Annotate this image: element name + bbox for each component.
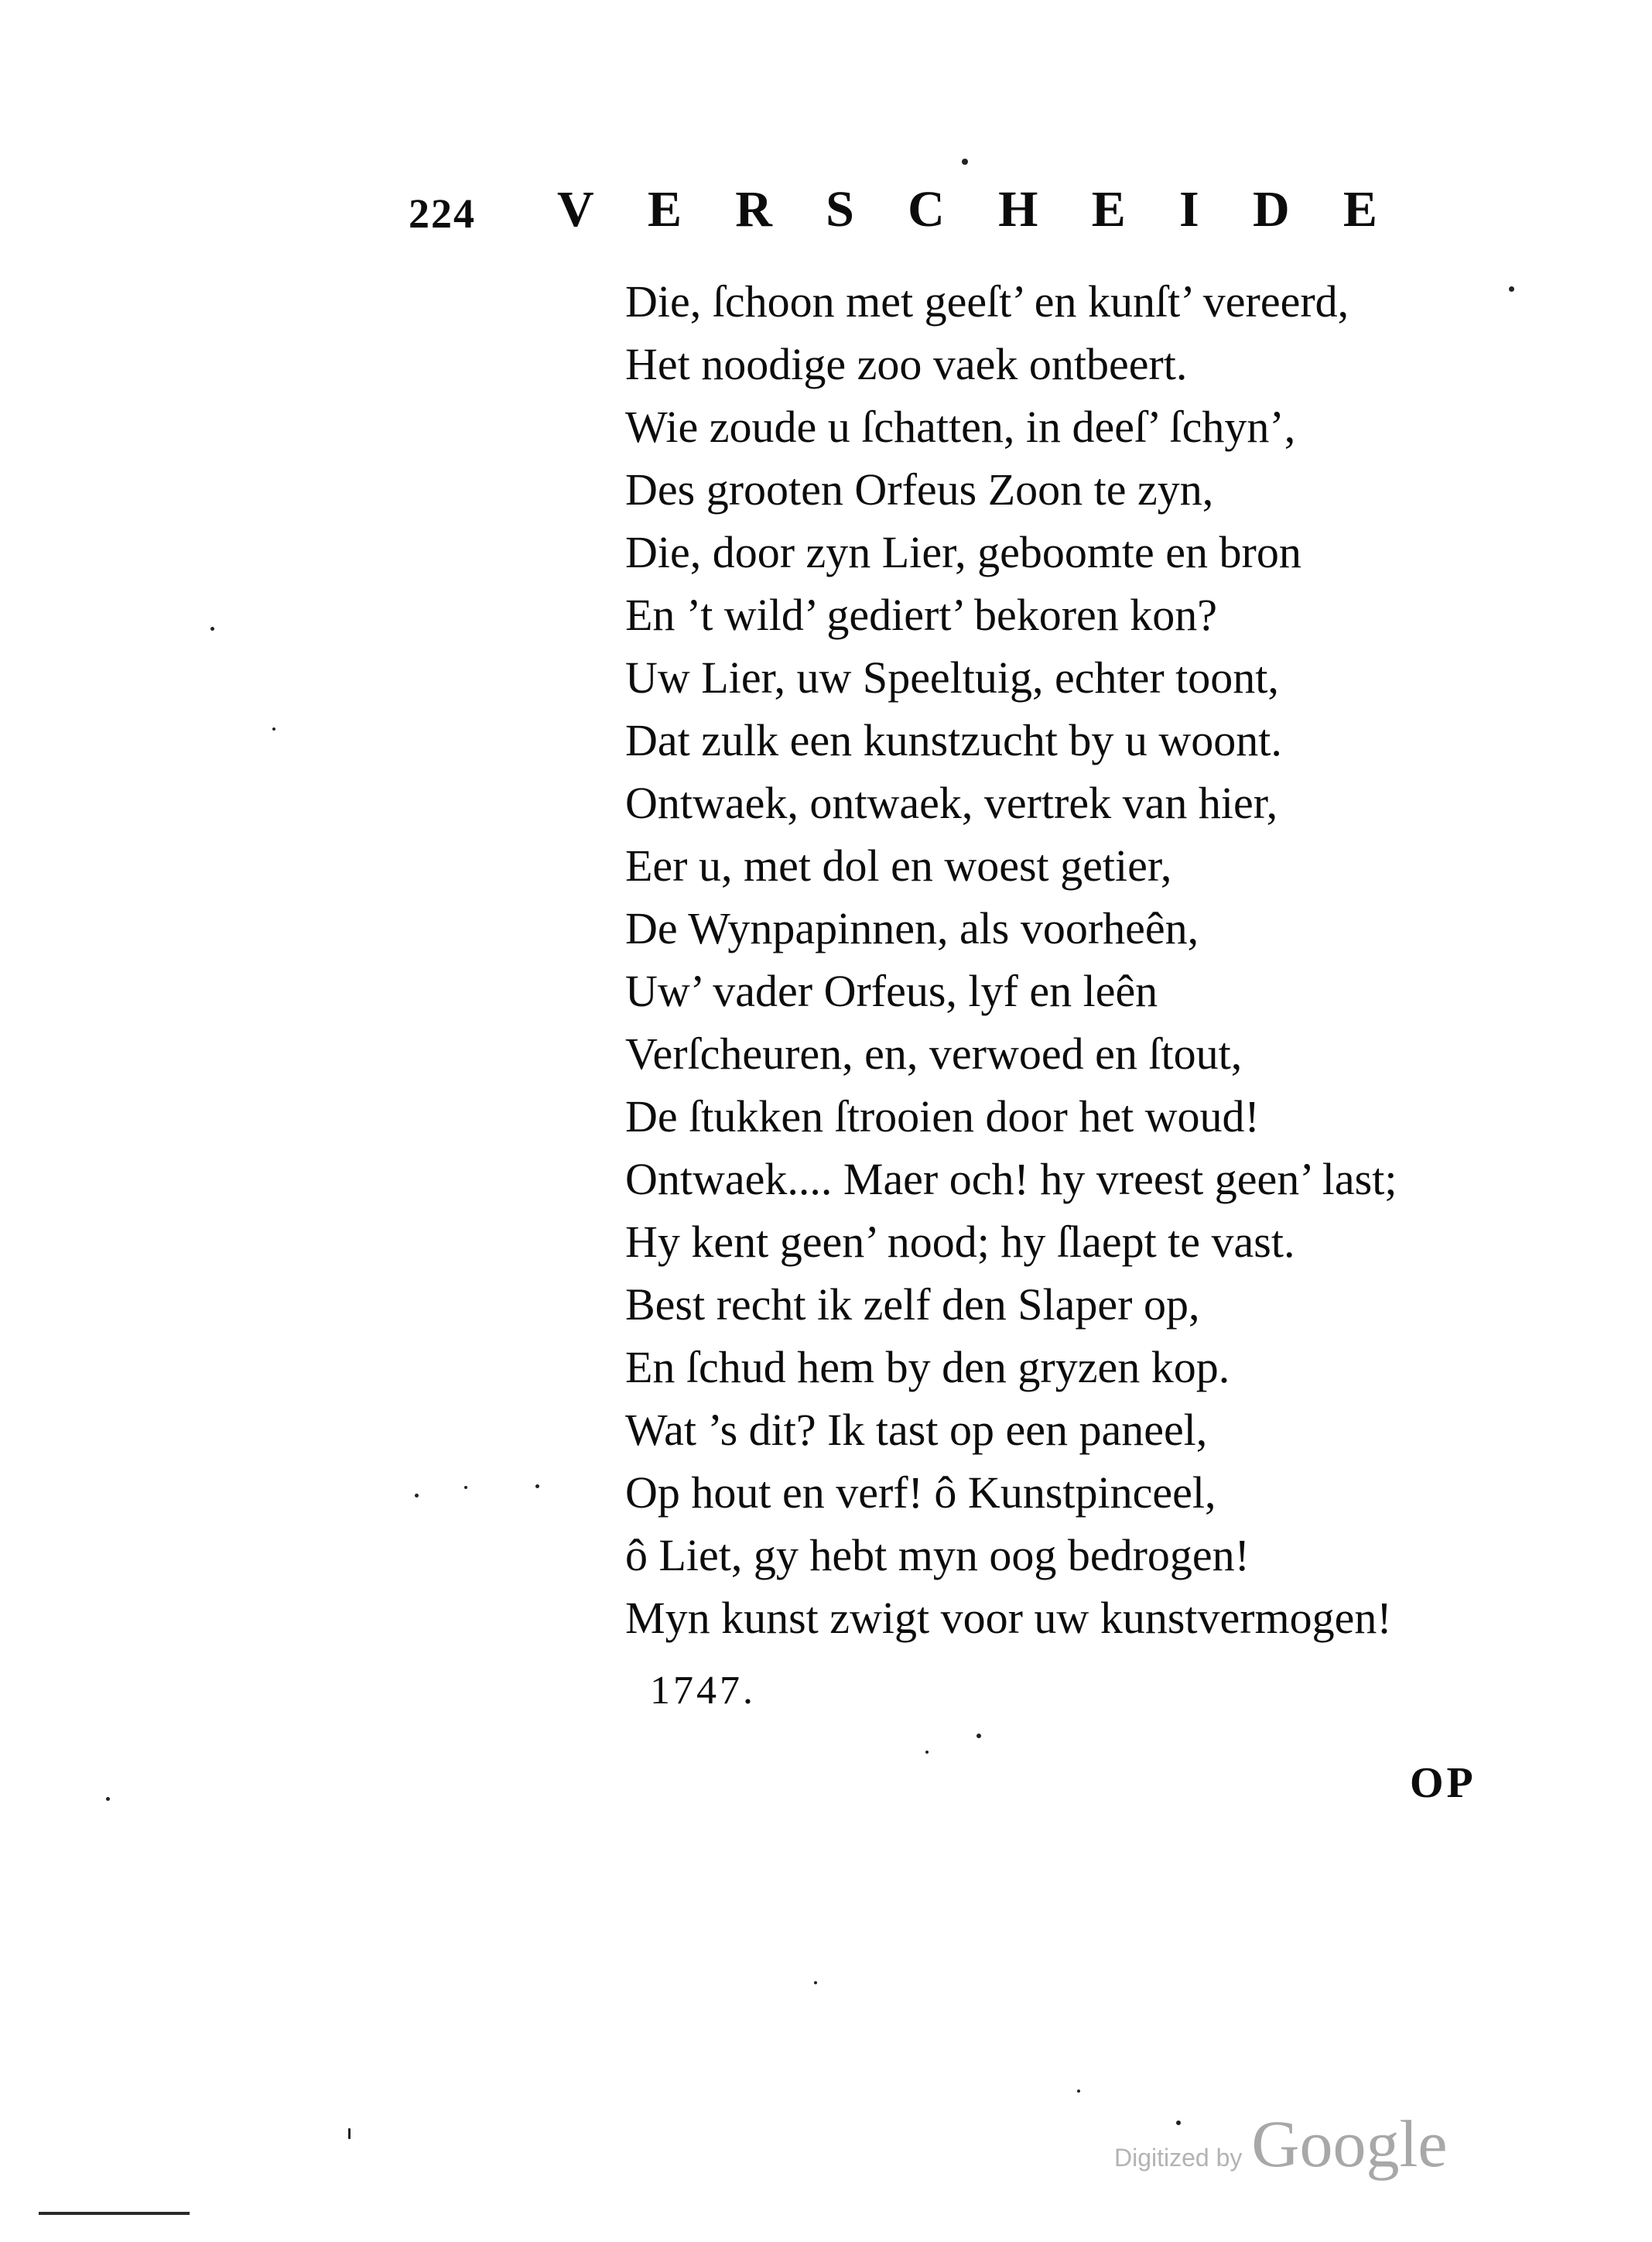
running-head-letter: S <box>826 181 854 238</box>
poem-line: Het noodige zoo vaek ontbeert. <box>625 339 1188 389</box>
running-head-letter: I <box>1179 181 1199 238</box>
scan-speck <box>464 1486 467 1489</box>
poem-year: 1747. <box>650 1669 756 1713</box>
watermark-label: Digitized by <box>1114 2144 1243 2172</box>
digitization-watermark <box>1114 2105 1448 2182</box>
running-head-letter: H <box>998 181 1038 238</box>
poem-line: Verſcheuren, en, verwoed en ſtout, <box>625 1029 1243 1079</box>
running-head-letter: C <box>908 181 945 238</box>
poem-line: Ontwaek.... Maer och! hy vreest geen’ last; <box>625 1154 1397 1204</box>
poem-line: Myn kunst zwigt voor uw kunstvermogen! <box>625 1593 1392 1643</box>
poem-line: De ſtukken ſtrooien door het woud! <box>625 1091 1260 1142</box>
running-head-letter: E <box>1091 181 1126 238</box>
scan-speck <box>210 627 214 631</box>
poem-body <box>625 270 1397 1649</box>
scan-speck <box>1077 2090 1080 2093</box>
poem-line: Uw’ vader Orfeus, lyf en leên <box>625 966 1158 1016</box>
running-head <box>557 180 1377 239</box>
google-logo: Google <box>1251 2107 1448 2181</box>
poem-line: Dat zulk een kunstzucht by u woont. <box>625 715 1282 765</box>
scan-speck <box>106 1797 110 1801</box>
poem-line: Des grooten Orfeus Zoon te zyn, <box>625 464 1214 515</box>
poem-line: De Wynpapinnen, als voorheên, <box>625 903 1199 953</box>
poem-line: Op hout en verf! ô Kunstpinceel, <box>625 1467 1216 1518</box>
scan-speck <box>348 2128 351 2139</box>
poem-line: Wie zoude u ſchatten, in deeſ’ ſchyn’, <box>625 402 1296 452</box>
page-number: 224 <box>409 190 476 237</box>
scan-speck <box>535 1484 539 1488</box>
running-head-letter: V <box>557 181 594 238</box>
scan-edge-rule <box>39 2212 190 2215</box>
poem-line: Uw Lier, uw Speeltuig, echter toont, <box>625 652 1279 703</box>
poem-line: Ontwaek, ontwaek, vertrek van hier, <box>625 778 1278 828</box>
poem-line: ô Liet, gy hebt myn oog bedrogen! <box>625 1530 1250 1580</box>
poem-line: Die, ſchoon met geeſt’ en kunſt’ vereerd, <box>625 276 1349 327</box>
poem-line: En ’t wild’ gediert’ bekoren kon? <box>625 590 1218 640</box>
scan-speck <box>1509 286 1514 292</box>
scan-speck <box>814 1981 817 1984</box>
running-head-letter: R <box>735 181 772 238</box>
poem-line: Hy kent geen’ nood; hy ſlaept te vast. <box>625 1217 1295 1267</box>
scan-speck <box>962 159 968 165</box>
poem-line: Die, door zyn Lier, geboomte en bron <box>625 527 1301 577</box>
poem-line: Best recht ik zelf den Slaper op, <box>625 1279 1200 1330</box>
poem-line: Wat ’s dit? Ik tast op een paneel, <box>625 1405 1208 1455</box>
scan-speck <box>415 1494 419 1498</box>
running-head-letter: E <box>1342 181 1377 238</box>
scan-speck <box>1176 2120 1181 2125</box>
scan-speck <box>925 1751 929 1754</box>
running-head-letter: E <box>647 181 682 238</box>
poem-line: Eer u, met dol en woest getier, <box>625 840 1172 891</box>
running-head-letter: D <box>1252 181 1290 238</box>
scan-speck <box>976 1734 981 1738</box>
scan-speck <box>272 727 275 731</box>
catchword: OP <box>1410 1759 1476 1807</box>
poem-line: En ſchud hem by den gryzen kop. <box>625 1342 1230 1392</box>
